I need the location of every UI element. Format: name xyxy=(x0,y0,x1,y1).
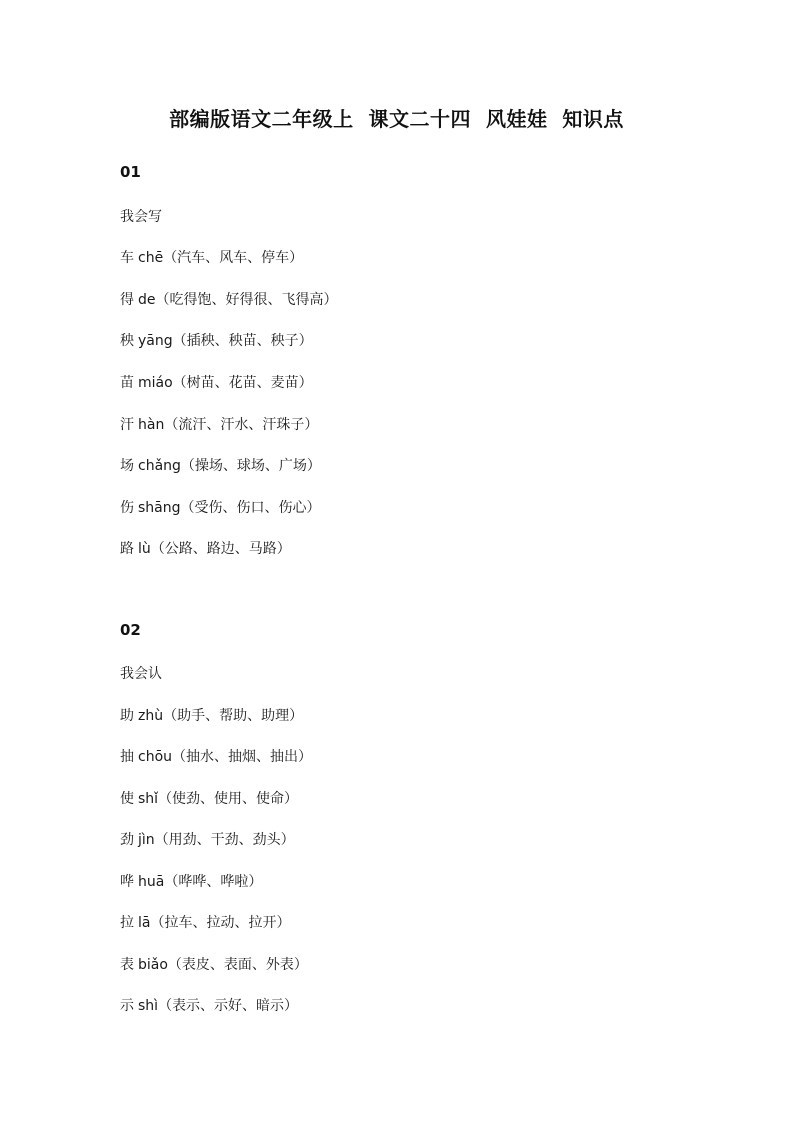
entry-words: （哗哗、哗啦） xyxy=(164,874,263,890)
section-number-02: 02 xyxy=(120,621,141,639)
entry-pinyin: jìn xyxy=(138,832,155,848)
entry-words: （助手、帮助、助理） xyxy=(163,708,304,724)
vocab-entry xyxy=(120,330,313,350)
entry-pinyin: biǎo xyxy=(138,957,168,973)
entry-character: 苗 xyxy=(120,375,134,391)
entry-character: 路 xyxy=(120,541,134,557)
vocab-entry xyxy=(120,746,312,766)
entry-character: 车 xyxy=(120,250,134,266)
entry-character: 哗 xyxy=(120,874,134,890)
section-heading-write: 我会写 xyxy=(120,209,162,225)
vocab-entry xyxy=(120,995,298,1015)
entry-pinyin: huā xyxy=(138,874,165,890)
entry-words: （表示、示好、暗示） xyxy=(158,998,299,1014)
entry-character: 场 xyxy=(120,458,134,474)
entry-words: （吃得饱、好得很、飞得高） xyxy=(155,292,338,308)
entry-words: （用劲、干劲、劲头） xyxy=(154,832,295,848)
entry-pinyin: shāng xyxy=(138,500,181,516)
vocab-entry xyxy=(120,538,291,558)
vocab-entry xyxy=(120,372,313,392)
section-heading-recognize: 我会认 xyxy=(120,666,162,682)
vocab-entry xyxy=(120,705,303,725)
entry-character: 抽 xyxy=(120,749,134,765)
entry-words: （操场、球场、广场） xyxy=(180,458,321,474)
entry-character: 助 xyxy=(120,708,134,724)
entry-pinyin: chōu xyxy=(138,749,173,765)
entry-pinyin: lā xyxy=(138,915,151,931)
entry-words: （表皮、表面、外表） xyxy=(167,957,308,973)
entry-words: （抽水、抽烟、抽出） xyxy=(172,749,313,765)
entry-character: 表 xyxy=(120,957,134,973)
vocab-entry xyxy=(120,912,290,932)
vocab-entry xyxy=(120,871,262,891)
vocab-entry xyxy=(120,954,308,974)
entry-words: （受伤、伤口、伤心） xyxy=(180,500,321,516)
entry-character: 拉 xyxy=(120,915,134,931)
entry-words: （公路、路边、马路） xyxy=(150,541,291,557)
entry-character: 伤 xyxy=(120,500,134,516)
entry-pinyin: hàn xyxy=(138,417,165,433)
vocab-entry xyxy=(120,829,295,849)
entry-pinyin: chǎng xyxy=(138,458,181,474)
document-title: 部编版语文二年级上 课文二十四 风娃娃 知识点 xyxy=(169,107,624,131)
vocab-entry xyxy=(120,788,298,808)
entry-words: （拉车、拉动、拉开） xyxy=(150,915,291,931)
vocab-entry xyxy=(120,455,321,475)
vocab-entry xyxy=(120,247,303,267)
entry-character: 使 xyxy=(120,791,134,807)
vocab-entry xyxy=(120,289,338,309)
entry-pinyin: zhù xyxy=(138,708,164,724)
entry-character: 劲 xyxy=(120,832,134,848)
entry-words: （汽车、风车、停车） xyxy=(163,250,304,266)
entry-character: 汗 xyxy=(120,417,134,433)
entry-pinyin: shǐ xyxy=(138,791,159,807)
entry-words: （使劲、使用、使命） xyxy=(158,791,299,807)
entry-words: （树苗、花苗、麦苗） xyxy=(172,375,313,391)
entry-words: （插秧、秧苗、秧子） xyxy=(172,333,313,349)
entry-words: （流汗、汗水、汗珠子） xyxy=(164,417,319,433)
entry-pinyin: chē xyxy=(138,250,164,266)
vocab-entry xyxy=(120,414,318,434)
entry-pinyin: yāng xyxy=(138,333,173,349)
entry-character: 得 xyxy=(120,292,134,308)
entry-pinyin: shì xyxy=(138,998,159,1014)
vocab-entry xyxy=(120,497,321,517)
entry-pinyin: de xyxy=(138,292,156,308)
entry-pinyin: miáo xyxy=(138,375,173,391)
entry-pinyin: lù xyxy=(138,541,151,557)
entry-character: 秧 xyxy=(120,333,134,349)
entry-character: 示 xyxy=(120,998,134,1014)
section-number-01: 01 xyxy=(120,163,141,181)
